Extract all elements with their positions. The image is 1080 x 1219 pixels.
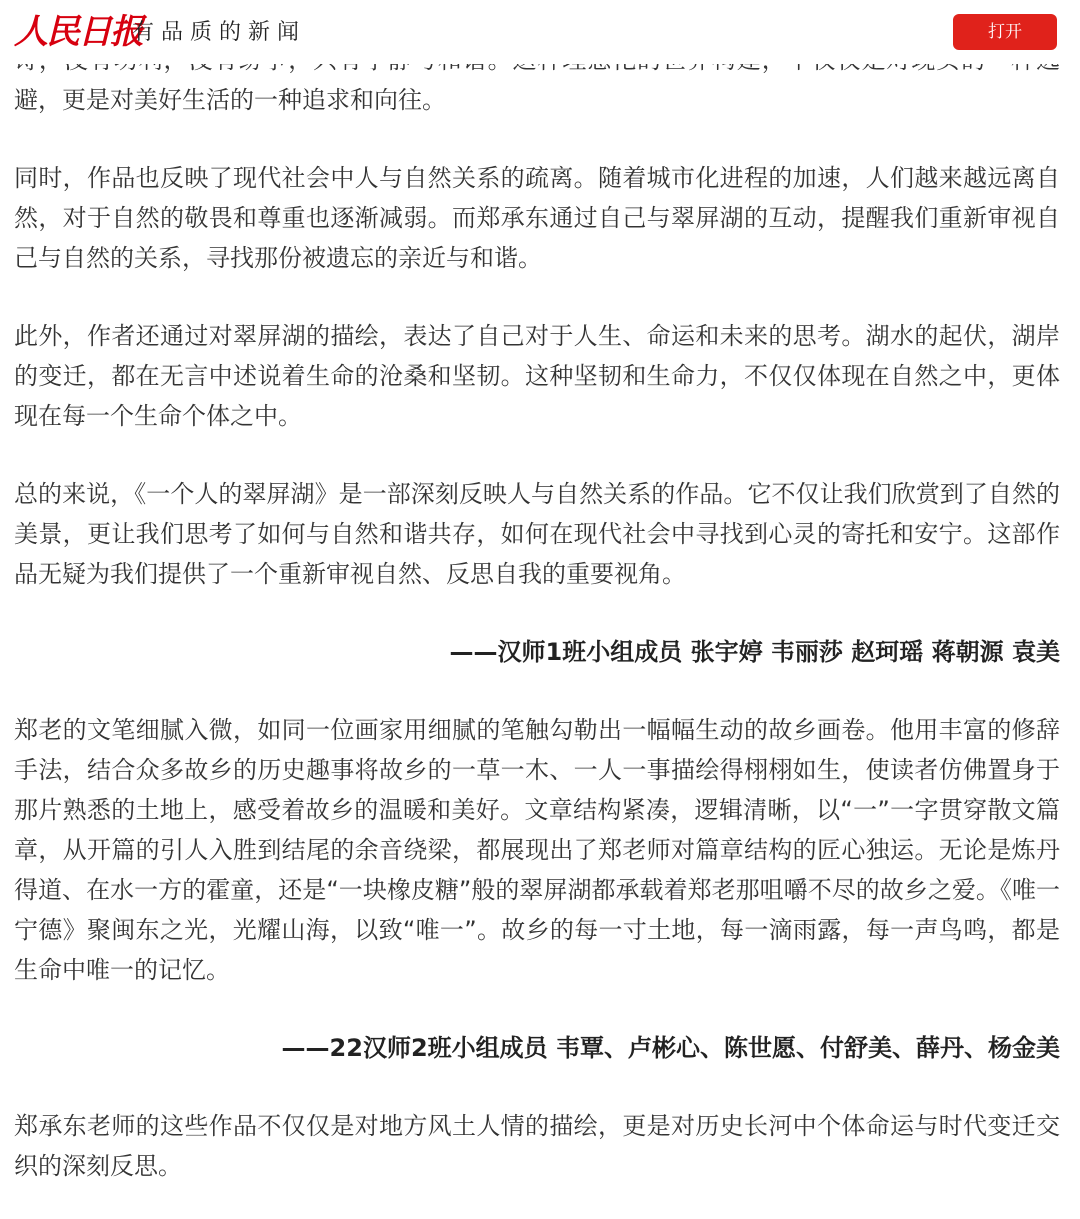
article-body bbox=[14, 40, 1060, 1219]
article-paragraph: 同时，作品也反映了现代社会中人与自然关系的疏离。随着城市化进程的加速，人们越来越远离自然，对于自然的敬畏和尊重也逐渐减弱。而郑承东通过自己与翠屏湖的互动，提醒我们重新审视自己与自然的关系，寻找那份被遗忘的亲近与和谐。 bbox=[14, 164, 1060, 272]
group-signature: ——汉师1班小组成员 张宇婷 韦丽莎 赵珂瑶 蒋朝源 袁美 bbox=[449, 638, 1060, 666]
group-signature: ——22汉师2班小组成员 韦覃、卢彬心、陈世愿、付舒美、薛丹、杨金美 bbox=[281, 1034, 1060, 1062]
article-paragraph: 总的来说，《一个人的翠屏湖》是一部深刻反映人与自然关系的作品。它不仅让我们欣赏到了自然的美景，更让我们思考了如何与自然和谐共存，如何在现代社会中寻找到心灵的寄托和安宁。这部作品无疑为我们提供了一个重新审视自然、反思自我的重要视角。 bbox=[14, 480, 1060, 588]
open-app-button[interactable]: 打开 bbox=[953, 14, 1057, 50]
article-paragraph: 郑承东老师的这些作品不仅仅是对地方风土人情的描绘，更是对历史长河中个体命运与时代变迁交织的深刻反思。 bbox=[14, 1112, 1060, 1180]
article-paragraph: 此外，作者还通过对翠屏湖的描绘，表达了自己对于人生、命运和未来的思考。湖水的起伏，湖岸的变迁，都在无言中述说着生命的沧桑和坚韧。这种坚韧和生命力，不仅仅体现在自然之中，更体现在每一个生命个体之中。 bbox=[14, 322, 1060, 430]
header-slogan: 有品质的新闻 bbox=[132, 20, 307, 45]
app-header bbox=[0, 0, 1080, 64]
peoples-daily-logo: 人民日报 bbox=[14, 12, 142, 52]
article-paragraph: 郑老的文笔细腻入微，如同一位画家用细腻的笔触勾勒出一幅幅生动的故乡画卷。他用丰富的修辞手法，结合众多故乡的历史趣事将故乡的一草一木、一人一事描绘得栩栩如生，使读者仿佛置身于那片熟悉的土地上，感受着故乡的温暖和美好。文章结构紧凑，逻辑清晰，以“一”一字贯穿散文篇章，从开篇的引人入胜到结尾的余音绕梁，都展现出了郑老师对篇章结构的匠心独运。无论是炼丹得道、在水一方的霍童，还是“一块橡皮糖”般的翠屏湖都承载着郑老那咀嚼不尽的故乡之爱。《唯一宁德》聚闽东之光，光耀山海，以致“唯一”。故乡的每一寸土地，每一滴雨露，每一声鸟鸣，都是生命中唯一的记忆。 bbox=[14, 716, 1060, 984]
article-paragraph: 避，更是对美好生活的一种追求和向往。 bbox=[14, 86, 446, 114]
